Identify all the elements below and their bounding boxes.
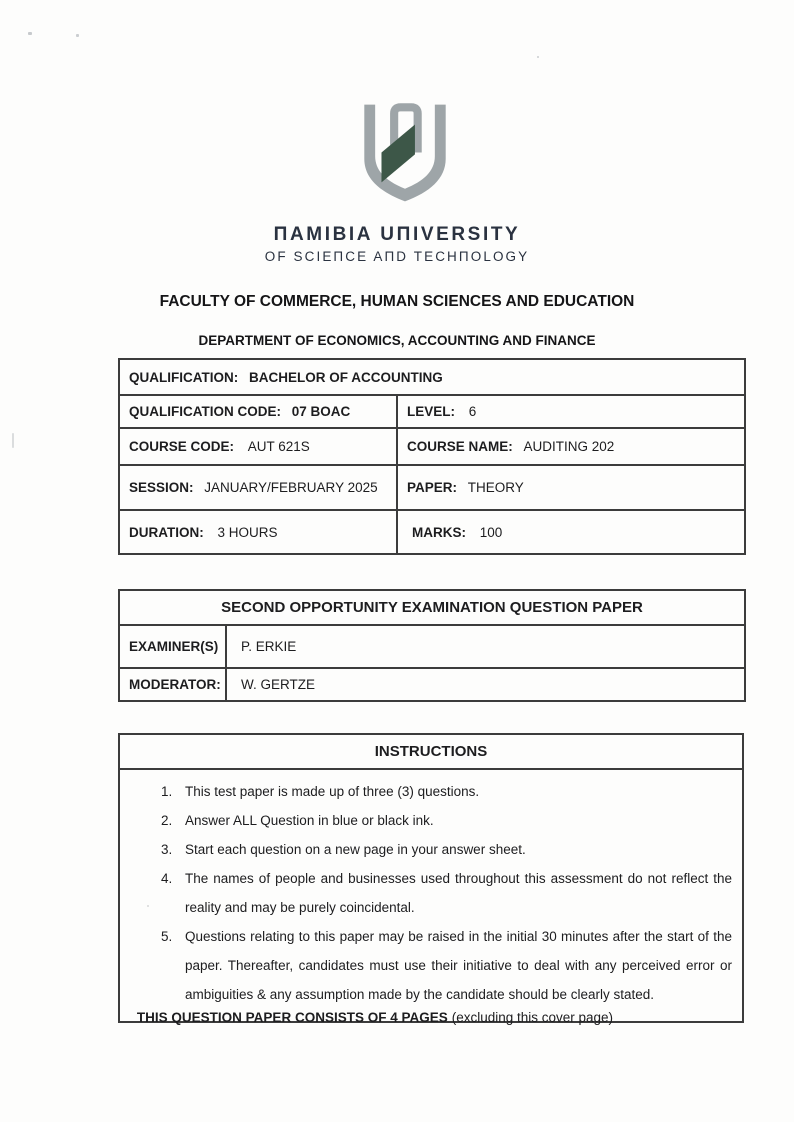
session-value: JANUARY/FEBRUARY 2025 bbox=[204, 480, 378, 495]
list-item: This test paper is made up of three (3) questions. bbox=[185, 784, 480, 799]
table-row bbox=[119, 590, 745, 625]
list-item: Answer ALL Question in blue or black ink. bbox=[185, 813, 434, 828]
table-row bbox=[119, 510, 745, 554]
paper-cell bbox=[397, 465, 745, 510]
paper-value: THEORY bbox=[467, 480, 524, 495]
marks-label: MARKS: bbox=[412, 524, 466, 540]
session-label: SESSION: bbox=[129, 480, 194, 495]
course-info-table bbox=[118, 358, 746, 555]
level-value: 6 bbox=[468, 404, 477, 419]
qualification-label: QUALIFICATION: bbox=[129, 369, 239, 385]
faculty-heading: FACULTY OF COMMERCE, HUMAN SCIENCES AND EDUCATION bbox=[159, 293, 635, 310]
table-row bbox=[119, 668, 745, 701]
university-wordmark: ΠAMIBIA UΠIVERSITY bbox=[273, 224, 521, 245]
examiner-label: EXAMINER(S) bbox=[119, 625, 226, 668]
course-name-cell bbox=[397, 428, 745, 465]
moderator-value: W. GERTZE bbox=[226, 668, 745, 701]
page-count-note-regular: (excluding this cover page) bbox=[451, 1010, 614, 1025]
qualification-code-label: QUALIFICATION CODE: bbox=[129, 404, 281, 419]
marks-cell bbox=[397, 510, 745, 554]
paper-label: PAPER: bbox=[407, 480, 458, 495]
duration-value: 3 HOURS bbox=[217, 524, 278, 540]
table-row bbox=[119, 465, 745, 510]
exam-paper-title: SECOND OPPORTUNITY EXAMINATION QUESTION PAPER bbox=[119, 590, 745, 625]
nust-shield-logo-icon bbox=[357, 101, 453, 205]
course-code-cell bbox=[119, 428, 397, 465]
table-row bbox=[119, 428, 745, 465]
university-wordmark-subline: OF SCIEΠCE AΠD TECHΠOLOGY bbox=[264, 249, 530, 264]
instructions-list bbox=[120, 777, 742, 1021]
examiner-value: P. ERKIE bbox=[226, 625, 745, 668]
moderator-label: MODERATOR: bbox=[119, 668, 226, 701]
duration-label: DURATION: bbox=[129, 524, 204, 540]
list-item: Questions relating to this paper may be raised in the initial 30 minutes after the start of the paper. Thereafter, candidates must use their initiative to deal with any perceived error or ambiguities & any assumption made by the candidate should be clearly stated. bbox=[185, 929, 732, 1002]
duration-cell bbox=[119, 510, 397, 554]
course-name-value: AUDITING 202 bbox=[523, 439, 615, 454]
course-code-value: AUT 621S bbox=[247, 439, 310, 454]
list-item: The names of people and businesses used throughout this assessment do not reflect the reality and may be purely coincidental. bbox=[185, 871, 732, 915]
instructions-title: INSTRUCTIONS bbox=[120, 735, 742, 770]
course-code-label: COURSE CODE: bbox=[129, 439, 235, 454]
list-item: Start each question on a new page in your answer sheet. bbox=[185, 842, 526, 857]
table-row bbox=[119, 625, 745, 668]
page-count-note bbox=[0, 1010, 794, 1025]
marks-value: 100 bbox=[479, 524, 503, 540]
qualification-code-value: 07 BOAC bbox=[291, 404, 351, 419]
exam-paper-table bbox=[118, 589, 746, 702]
qualification-code-cell bbox=[119, 395, 397, 428]
table-row bbox=[119, 359, 745, 395]
page-count-note-bold: THIS QUESTION PAPER CONSISTS OF 4 PAGES bbox=[136, 1010, 448, 1025]
qualification-cell bbox=[119, 359, 745, 395]
level-cell bbox=[397, 395, 745, 428]
logo-emblem-parallelogram bbox=[381, 125, 414, 183]
level-label: LEVEL: bbox=[407, 404, 456, 419]
course-name-label: COURSE NAME: bbox=[407, 439, 513, 454]
instructions-box bbox=[118, 733, 744, 1023]
department-heading: DEPARTMENT OF ECONOMICS, ACCOUNTING AND FINANCE bbox=[198, 333, 596, 348]
scan-artifact bbox=[537, 56, 539, 58]
scan-artifact bbox=[76, 34, 79, 37]
scan-artifact bbox=[28, 32, 32, 35]
table-row bbox=[119, 395, 745, 428]
session-cell bbox=[119, 465, 397, 510]
qualification-value: BACHELOR OF ACCOUNTING bbox=[249, 369, 443, 385]
scan-artifact bbox=[12, 433, 14, 448]
